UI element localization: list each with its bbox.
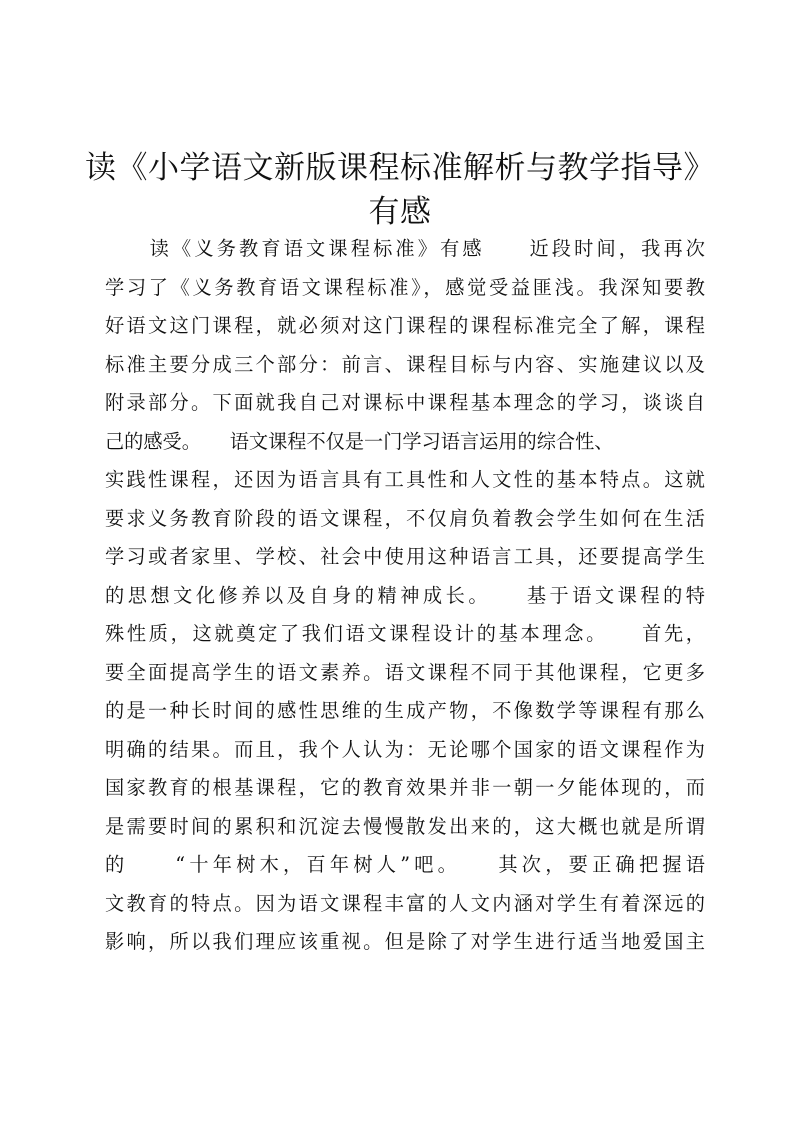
body-line: 读《义务教育语文课程标准》有感 近段时间，我再次 xyxy=(105,237,705,260)
body-line: 附录部分。下面就我自己对课标中课程基本理念的学习，谈谈自 xyxy=(105,391,705,414)
body-line: 国家教育的根基课程，它的教育效果并非一朝一夕能体现的，而 xyxy=(105,776,705,799)
body-line: 己的感受。 语文课程不仅是一门学习语言运用的综合性、 xyxy=(105,429,614,453)
body-line: 学习或者家里、学校、社会中使用这种语言工具，还要提高学生 xyxy=(105,545,705,568)
body-line: 要全面提高学生的语文素养。语文课程不同于其他课程，它更多 xyxy=(105,660,705,684)
document-title-line-1: 读《小学语文新版课程标准解析与教学指导》 xyxy=(85,150,715,186)
body-line: 影响，所以我们理应该重视。但是除了对学生进行适当地爱国主 xyxy=(105,930,705,953)
body-line: 实践性课程，还因为语言具有工具性和人文性的基本特点。这就 xyxy=(105,468,705,491)
body-line: 标准主要分成三个部分：前言、课程目标与内容、实施建议以及 xyxy=(105,352,705,376)
document-title-line-2: 有感 xyxy=(368,194,432,230)
body-line: 殊性质，这就奠定了我们语文课程设计的基本理念。 首先， xyxy=(105,622,705,645)
body-line: 是需要时间的累积和沉淀去慢慢散发出来的，这大概也就是所谓 xyxy=(105,814,705,838)
body-line: 的是一种长时间的感性思维的生成产物，不像数学等课程有那么 xyxy=(105,699,705,722)
body-line: 的思想文化修养以及自身的精神成长。 基于语文课程的特 xyxy=(105,583,705,607)
body-line: 要求义务教育阶段的语文课程，不仅肩负着教会学生如何在生活 xyxy=(105,506,705,530)
body-line: 明确的结果。而且，我个人认为：无论哪个国家的语文课程作为 xyxy=(105,737,705,761)
body-line: 文教育的特点。因为语文课程丰富的人文内涵对学生有着深远的 xyxy=(105,891,705,915)
body-line: 好语文这门课程，就必须对这门课程的课程标准完全了解，课程 xyxy=(105,314,705,337)
body-line: 的 “十年树木，百年树人”吧。 其次，要正确把握语 xyxy=(105,853,705,876)
document-body xyxy=(105,230,705,962)
body-line: 学习了《义务教育语文课程标准》，感觉受益匪浅。我深知要教 xyxy=(105,275,705,299)
